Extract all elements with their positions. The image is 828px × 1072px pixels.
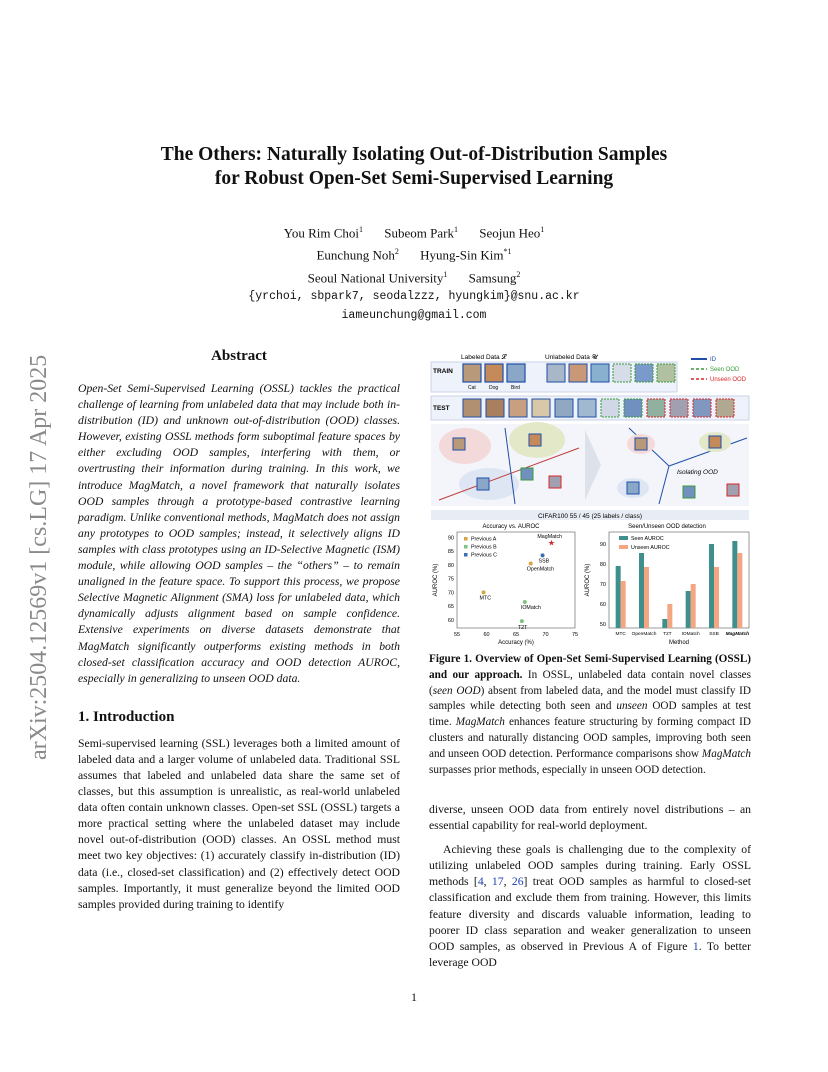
- right-paragraph-2: Achieving these goals is challenging due to the complexity of utilizing unlabeled OOD samples during training. Early OSSL methods [4, 17, 26] treat OOD samples as harmful to closed-set classification and exclude them from training. However, this limits feature diversity and discards valuable information, leading to poorer ID class separation and weaker generalization to unseen OOD samples, as observed in Previous A of Figure 1. To better leverage OOD: [429, 843, 752, 969]
- figure-caption: [429, 652, 751, 778]
- authors-line-2: [0, 242, 828, 264]
- sample: [477, 478, 489, 490]
- setting-label: CIFAR100 55 / 45 (25 labels / class): [537, 513, 643, 520]
- affiliation-sup: 1: [443, 269, 448, 279]
- abstract-text: Open-Set Semi-Supervised Learning (OSSL) tackles the practical challenge of learning from unlabeled data that may include both in-distribution (ID) and unknown out-of-distribution (OOD) classes. However, existing OSSL methods form suboptimal feature spaces by either excluding OOD samples, interfering with them, or overtrusting their information during training. In this work, we introduce MagMatch, a novel framework that naturally isolates OOD samples through a prototype-based contrastive learning paradigm. Unlike conventional methods, MagMatch does not assign any prototypes to OOD samples; instead, it selectively aligns ID samples with class prototypes using an ID-Selective Magnetic (ISM) module, while allowing OOD samples – the “others” – to remain unaligned in the feature space. To support this process, we propose Selective Magnetic Alignment (SMA) loss for unlabeled data, which dynamically adjusts alignment based on sample confidence. Extensive experiments on diverse datasets demonstrate that MagMatch significantly outperforms existing methods in both closed-set classification accuracy and OOD detection AUROC, especially in generalizing to unseen OOD data.: [78, 382, 400, 685]
- caption-text: MagMatch: [701, 747, 751, 760]
- paper-title: [0, 143, 828, 191]
- scatter-legend-label: Previous C: [471, 552, 497, 559]
- sample: [529, 434, 541, 446]
- figure-ref-link[interactable]: 1: [692, 939, 699, 953]
- scatter-point-star: ★: [547, 538, 555, 548]
- citation-link[interactable]: 4: [477, 875, 484, 889]
- thumbnail: [647, 399, 665, 417]
- scatter-point: [482, 590, 486, 594]
- thumbnail: [555, 399, 573, 417]
- bar-category-label: MagMatch: [725, 632, 750, 637]
- scatter-point-label: MagMatch: [537, 533, 563, 540]
- scatter-legend-marker: [464, 553, 468, 557]
- thumbnail: [578, 399, 596, 417]
- sample: [549, 476, 561, 488]
- intro-heading: 1. Introduction: [78, 708, 175, 725]
- author-name: Hyung-Sin Kim: [420, 247, 504, 263]
- caption-text: MagMatch: [455, 716, 505, 729]
- thumbnail: [635, 364, 653, 382]
- thumbnail: [613, 364, 631, 382]
- affiliation: Seoul National University: [307, 269, 444, 285]
- figure-1: [429, 348, 751, 778]
- caption-text: In OSSL, unlabeled data contain novel classes (: [429, 668, 752, 697]
- bar: [639, 553, 644, 628]
- author-sup: 2: [394, 247, 399, 257]
- test-label: TEST: [433, 405, 450, 412]
- sample: [709, 436, 721, 448]
- thumbnail: [657, 364, 675, 382]
- bar: [737, 553, 742, 628]
- scatter-ytick: 65: [447, 604, 454, 611]
- paragraph-text: Achieving these goals is challenging due to the complexity of utilizing unlabeled OOD samples during training. Early OSSL methods [: [429, 843, 751, 889]
- author-sup: 1: [540, 225, 545, 234]
- scatter-ytick: 60: [447, 617, 454, 624]
- affiliations: [0, 265, 828, 287]
- sample: [683, 486, 695, 498]
- arxiv-identifier: [10, 285, 60, 760]
- citation-link[interactable]: 26: [511, 875, 524, 889]
- affiliation-sup: 2: [516, 269, 521, 279]
- isolating-ood-label: Isolating OOD: [677, 469, 718, 476]
- bar: [714, 567, 719, 628]
- caption-text: enhances feature structuring by forming compact ID clusters and naturally distancing OOD samples, improving both seen and unseen OOD detection. Performance comparisons show: [429, 716, 751, 760]
- title-line-1: The Others: Naturally Isolating Out-of-Distribution Samples: [160, 144, 668, 165]
- scatter-point-label: IOMatch: [520, 604, 541, 611]
- scatter-ytick: 70: [447, 590, 454, 597]
- bar-legend-label: Unseen AUROC: [631, 545, 670, 551]
- bird-thumbnail: [507, 364, 525, 382]
- caption-text: OOD samples at test time.: [429, 700, 751, 729]
- scatter-point-label: SSB: [538, 558, 550, 565]
- scatter-point: [520, 619, 524, 623]
- scatter-point-label: T2T: [517, 625, 528, 632]
- sample: [627, 482, 639, 494]
- scatter-point-label: MTC: [479, 595, 492, 602]
- bar-category-label: OpenMatch: [631, 632, 657, 637]
- thumbnail: [569, 364, 587, 382]
- author-block: [0, 220, 828, 325]
- scatter-xtick: 75: [571, 632, 579, 638]
- thumbnail: [716, 399, 734, 417]
- bar-ytick: 50: [599, 622, 606, 628]
- labeled-data-label: Labeled Data 𝓛: [461, 354, 507, 361]
- thumbnail: [547, 364, 565, 382]
- right-paragraph-1: diverse, unseen OOD data from entirely novel distributions – an essential capability for real-world deployment.: [429, 803, 751, 833]
- scatter-legend-marker: [464, 545, 468, 549]
- scatter-legend-label: Previous B: [471, 544, 497, 551]
- intro-paragraph: Semi-supervised learning (SSL) leverages both a limited amount of labeled data and a larger volume of unlabeled data. Traditional SSL assumes that labeled and unlabeled data share the same set of classes, but this assumption is unrealistic, as real-world unlabeled data often contain unknown classes. Open-set SSL (OSSL) targets a more practical setting where the unlabeled dataset may include novel out-of-distribution (OOD) classes. An OSSL method must meet two key objectives: (1) accurately classify in-distribution (ID) data (i.e., closed-set classification) and (2) effectively detect OOD samples. Importantly, it must generalize beyond the limited OOD samples provided during training to identify: [78, 736, 400, 911]
- bar-ytick: 70: [599, 582, 606, 588]
- bar: [667, 604, 672, 628]
- bar-category-label: IOMatch: [681, 632, 700, 637]
- scatter-point: [523, 600, 527, 604]
- caption-text: surpasses prior methods, especially in unseen OOD detection.: [429, 763, 706, 776]
- cat-thumbnail: [463, 364, 481, 382]
- thumbnail: [509, 399, 527, 417]
- arxiv-id-text: arXiv:2504.12569v1 [cs.LG] 17 Apr 2025: [26, 354, 52, 760]
- thumbnail: [591, 364, 609, 382]
- bar: [662, 619, 667, 628]
- scatter-ytick: 75: [447, 576, 454, 583]
- email-line-1[interactable]: {yrchoi, sbpark7, seodalzzz, hyungkim}@snu.ac.kr: [248, 289, 580, 303]
- caption-text: seen OOD: [432, 684, 481, 697]
- abstract-heading: Abstract: [211, 348, 267, 364]
- scatter-legend-marker: [464, 537, 468, 541]
- bar: [621, 581, 626, 628]
- author-name: Seojun Heo: [479, 225, 541, 241]
- scatter-xtick: 60: [483, 632, 490, 638]
- bar-xlabel: Method: [668, 640, 690, 646]
- bar-chart: [600, 536, 749, 637]
- bar-category-label: T2T: [663, 632, 672, 637]
- thumbnail: [693, 399, 711, 417]
- scatter-xlabel: Accuracy (%): [498, 640, 534, 646]
- left-column: [78, 348, 400, 913]
- thumb-label: Cat: [468, 385, 476, 391]
- scatter-ylabel: AUROC (%): [433, 563, 439, 597]
- bar-ytick: 60: [599, 602, 606, 608]
- bar-category-label: MTC: [615, 632, 626, 637]
- author-sup: 1: [453, 225, 458, 234]
- scatter-ytick: 90: [447, 535, 454, 542]
- scatter-plot: [448, 534, 578, 638]
- scatter-ytick: 85: [447, 549, 454, 556]
- author-name: Subeom Park: [384, 225, 454, 241]
- scatter-point: [541, 553, 545, 557]
- train-label: TRAIN: [433, 368, 453, 375]
- author-sup: *1: [503, 247, 512, 257]
- thumbnail: [670, 399, 688, 417]
- caption-text: ) absent from labeled data, and the model must classify ID samples while detecting both seen and: [429, 684, 751, 713]
- affiliation: Samsung: [468, 269, 517, 285]
- right-column-text: [429, 802, 751, 971]
- thumbnail: [486, 399, 504, 417]
- authors-line-1: [0, 220, 828, 242]
- scatter-title: Accuracy vs. AUROC: [482, 524, 540, 530]
- bar-title: Seen/Unseen OOD detection: [628, 524, 706, 530]
- scatter-xtick: 55: [453, 632, 461, 638]
- unlabeled-data-label: Unlabeled Data 𝓤: [545, 354, 598, 361]
- thumbnail: [624, 399, 642, 417]
- title-line-2: for Robust Open-Set Semi-Supervised Learning: [214, 168, 614, 189]
- bar: [732, 541, 737, 628]
- bar-legend-marker: [619, 536, 628, 540]
- thumb-label: Dog: [489, 385, 499, 391]
- bar: [644, 567, 649, 628]
- bar-ytick: 80: [599, 562, 606, 568]
- legend-id: ID: [710, 357, 716, 363]
- sample: [727, 484, 739, 496]
- bar: [616, 566, 621, 628]
- bar: [691, 584, 696, 628]
- caption-text: unseen: [616, 700, 648, 713]
- author-name: Eunchung Noh: [316, 247, 395, 263]
- scatter-ytick: 80: [447, 562, 454, 569]
- caption-label: Figure 1.: [429, 653, 472, 665]
- figure-graphic: [429, 348, 751, 646]
- sample: [453, 438, 465, 450]
- author-name: You Rim Choi: [283, 225, 360, 241]
- scatter-point: [529, 562, 533, 566]
- scatter-xtick: 65: [512, 632, 520, 638]
- sample: [521, 468, 533, 480]
- thumb-label: Bird: [511, 385, 520, 391]
- thumbnail: [463, 399, 481, 417]
- legend-seen: Seen OOD: [710, 367, 740, 373]
- thumbnail: [532, 399, 550, 417]
- scatter-legend-label: Previous A: [471, 536, 497, 543]
- sample: [635, 438, 647, 450]
- bar: [686, 591, 691, 628]
- bar-legend-label: Seen AUROC: [631, 536, 664, 542]
- scatter-xtick: 70: [542, 632, 549, 638]
- caption-title: Overview of Open-Set Semi-Supervised Learning (OSSL) and our approach.: [429, 653, 752, 681]
- legend-unseen: Unseen OOD: [710, 377, 747, 383]
- page-number: 1: [411, 990, 417, 1004]
- citation-link[interactable]: 17: [491, 875, 504, 889]
- dog-thumbnail: [485, 364, 503, 382]
- paragraph-text: ] treat OOD samples as harmful to closed-set classification and exclude them from training. However, this limits feature diversity and discards valuable information, leading to poorer ID class separation and weaker generalization to unseen OOD samples, as observed in Previous A of Figure: [429, 875, 752, 953]
- bar-ylabel: AUROC (%): [585, 563, 591, 597]
- paragraph-text: . To better leverage OOD: [429, 939, 752, 969]
- bar: [709, 544, 714, 628]
- author-sup: 1: [359, 225, 364, 234]
- bar-category-label: SSB: [709, 632, 719, 637]
- bar-legend-marker: [619, 545, 628, 549]
- thumbnail: [601, 399, 619, 417]
- scatter-point-label: OpenMatch: [526, 566, 555, 573]
- bar-ytick: 90: [599, 542, 606, 548]
- bar-chart-frame: [609, 532, 749, 628]
- email-line-2[interactable]: iameunchung@gmail.com: [341, 308, 487, 322]
